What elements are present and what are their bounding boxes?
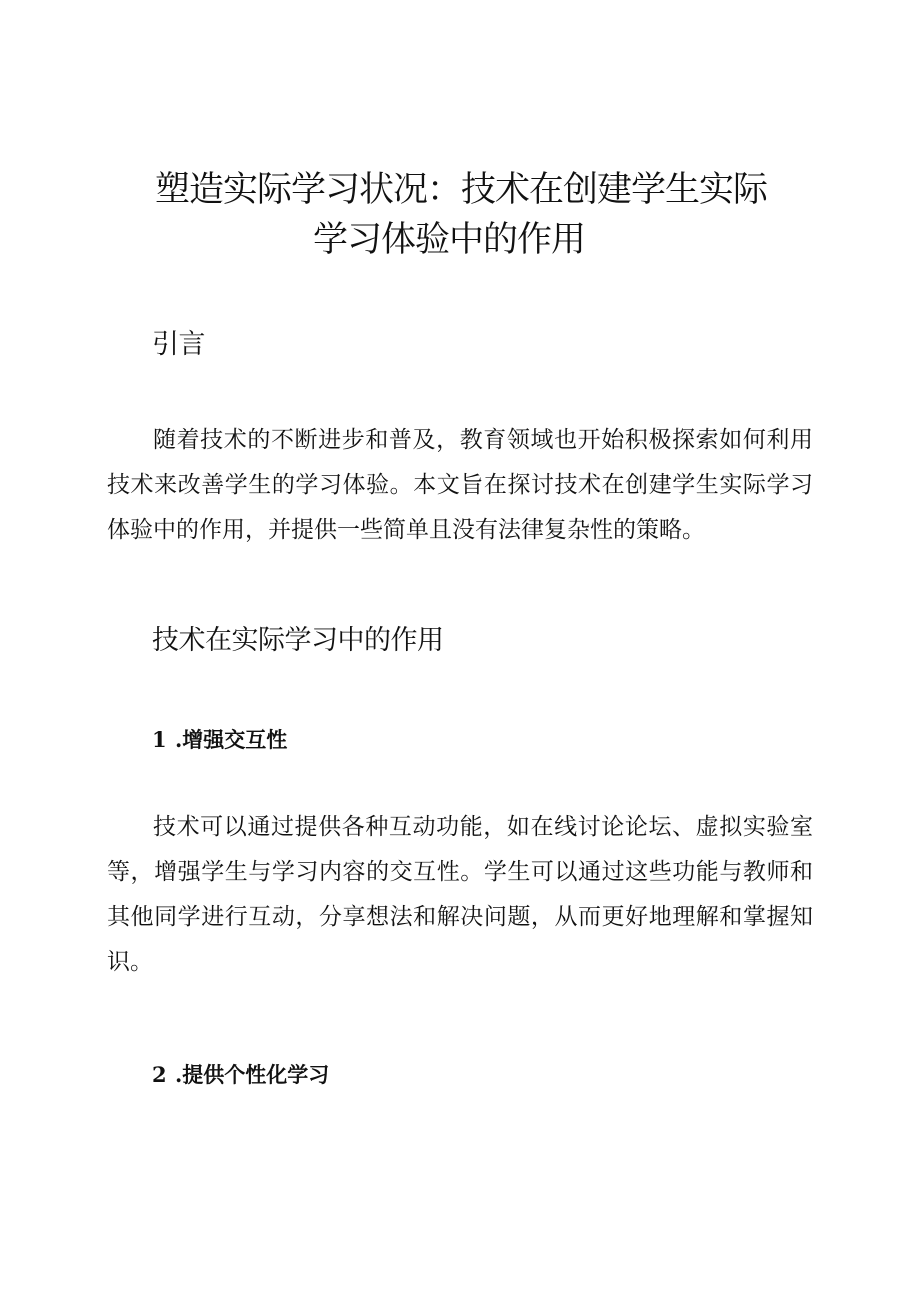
subsection-heading-2: [152, 1062, 329, 1088]
document-title-line-2: 学习体验中的作用: [313, 220, 586, 260]
subsection-title: .提供个性化学习: [175, 1062, 330, 1087]
subsection-paragraph-1: 技术可以通过提供各种互动功能，如在线讨论论坛、虚拟实验室等，增强学生与学习内容的交互性。学生可以通过这些功能与教师和其他同学进行互动，分享想法和解决问题，从而更好地理解和掌握知识。: [107, 814, 813, 975]
section-heading: 技术在实际学习中的作用: [152, 625, 444, 656]
subsection-title: .增强交互性: [175, 727, 288, 752]
subsection-number: 2: [152, 1062, 167, 1087]
subsection-number: 1: [152, 727, 167, 752]
document-title-line-1: 塑造实际学习状况：技术在创建学生实际: [155, 170, 768, 210]
subsection-heading-1: [152, 727, 287, 753]
intro-heading: 引言: [152, 329, 205, 360]
intro-paragraph: 随着技术的不断进步和普及，教育领域也开始积极探索如何利用技术来改善学生的学习体验。本文旨在探讨技术在创建学生实际学习体验中的作用，并提供一些简单且没有法律复杂性的策略。: [107, 427, 813, 543]
